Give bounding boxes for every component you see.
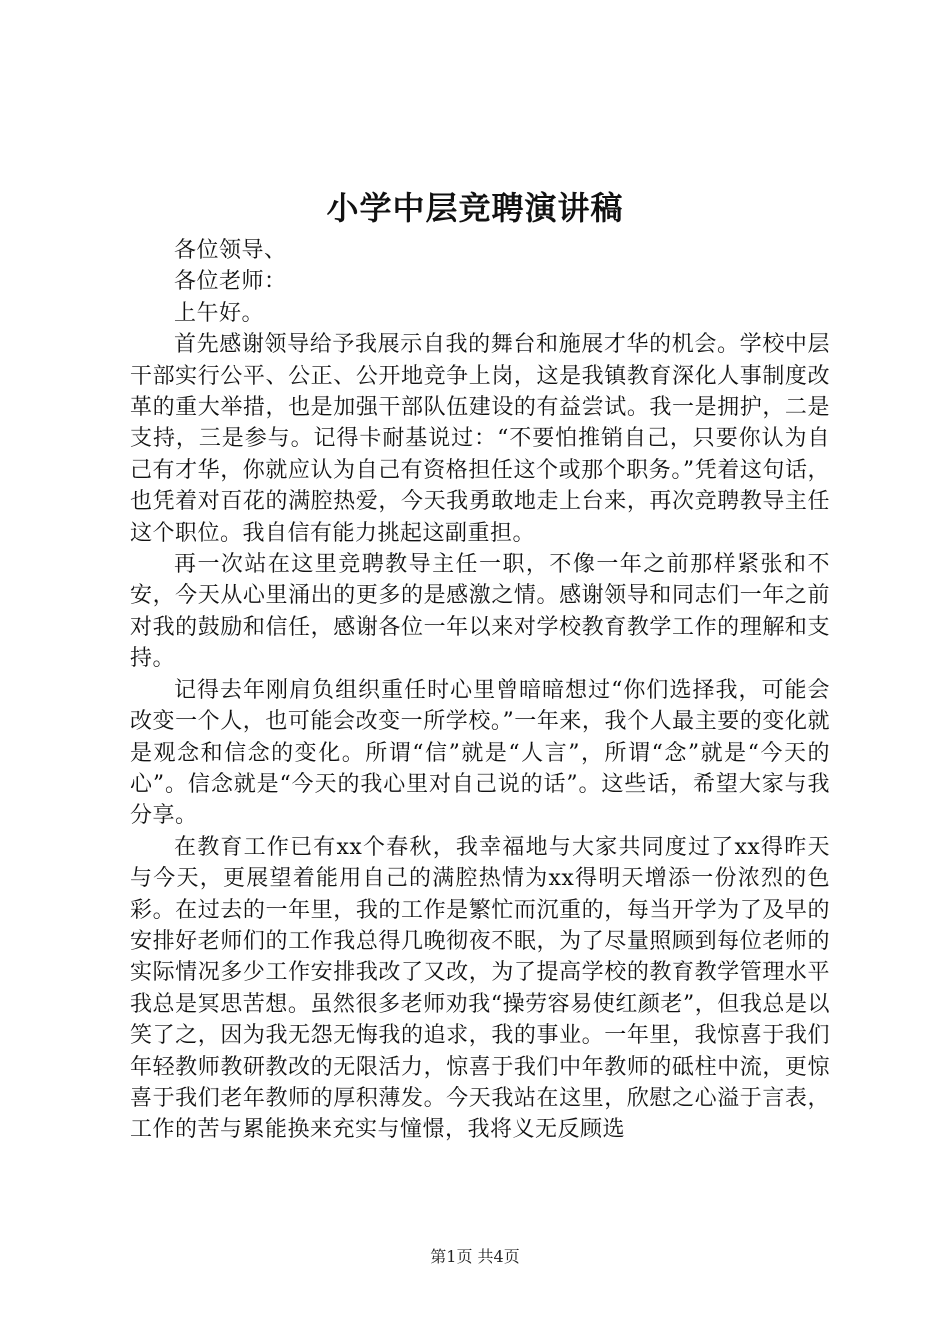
body-paragraph: 再一次站在这里竞聘教导主任一职，不像一年之前那样紧张和不安，今天从心里涌出的更多的是感激之情。感谢领导和同志们一年之前对我的鼓励和信任，感谢各位一年以来对学校教育教学工作的理解和支持。: [130, 552, 830, 672]
salutation-teachers: 各位老师：: [174, 269, 287, 295]
document-title: 小学中层竞聘演讲稿: [326, 189, 624, 227]
body-paragraph: 记得去年刚肩负组织重任时心里曾暗暗想过“你们选择我，可能会改变一个人，也可能会改变一所学校。”一年来，我个人最主要的变化就是观念和信念的变化。所谓“信”就是“人言”，所谓“念”就是“今天的心”。信念就是“今天的我心里对自己说的话”。这些话，希望大家与我分享。: [130, 677, 830, 829]
body-paragraph: 在教育工作已有xx个春秋，我幸福地与大家共同度过了xx得昨天与今天，更展望着能用自己的满腔热情为xx得明天增添一份浓烈的色彩。在过去的一年里，我的工作是繁忙而沉重的，每当开学为了及早的安排好老师们的工作我总得几晚彻夜不眠，为了尽量照顾到每位老师的实际情况多少工作安排我改了又改，为了提高学校的教育教学管理水平我总是冥思苦想。虽然很多老师劝我“操劳容易使红颜老”，但我总是以笑了之，因为我无怨无悔我的追求，我的事业。一年里，我惊喜于我们年轻教师教研教改的无限活力，惊喜于我们中年教师的砥柱中流，更惊喜于我们老年教师的厚积薄发。今天我站在这里，欣慰之心溢于言表，工作的苦与累能换来充实与憧憬，我将义无反顾选: [130, 834, 830, 1143]
salutation-leaders: 各位领导、: [174, 238, 287, 263]
body-paragraph: 首先感谢领导给予我展示自我的舞台和施展才华的机会。学校中层干部实行公平、公正、公开地竞争上岗，这是我镇教育深化人事制度改革的重大举措，也是加强干部队伍建设的有益尝试。我一是拥护，二是支持，三是参与。记得卡耐基说过：“不要怕推销自己，只要你认为自己有才华，你就应认为自己有资格担任这个或那个职务。”凭着这句话，也凭着对百花的满腔热爱，今天我勇敢地走上台来，再次竞聘教导主任这个职位。我自信有能力挑起这副重担。: [130, 332, 830, 546]
greeting: 上午好。: [174, 300, 265, 326]
page-number-footer: 第1页 共4页: [430, 1247, 520, 1266]
document-body: [130, 235, 830, 1146]
